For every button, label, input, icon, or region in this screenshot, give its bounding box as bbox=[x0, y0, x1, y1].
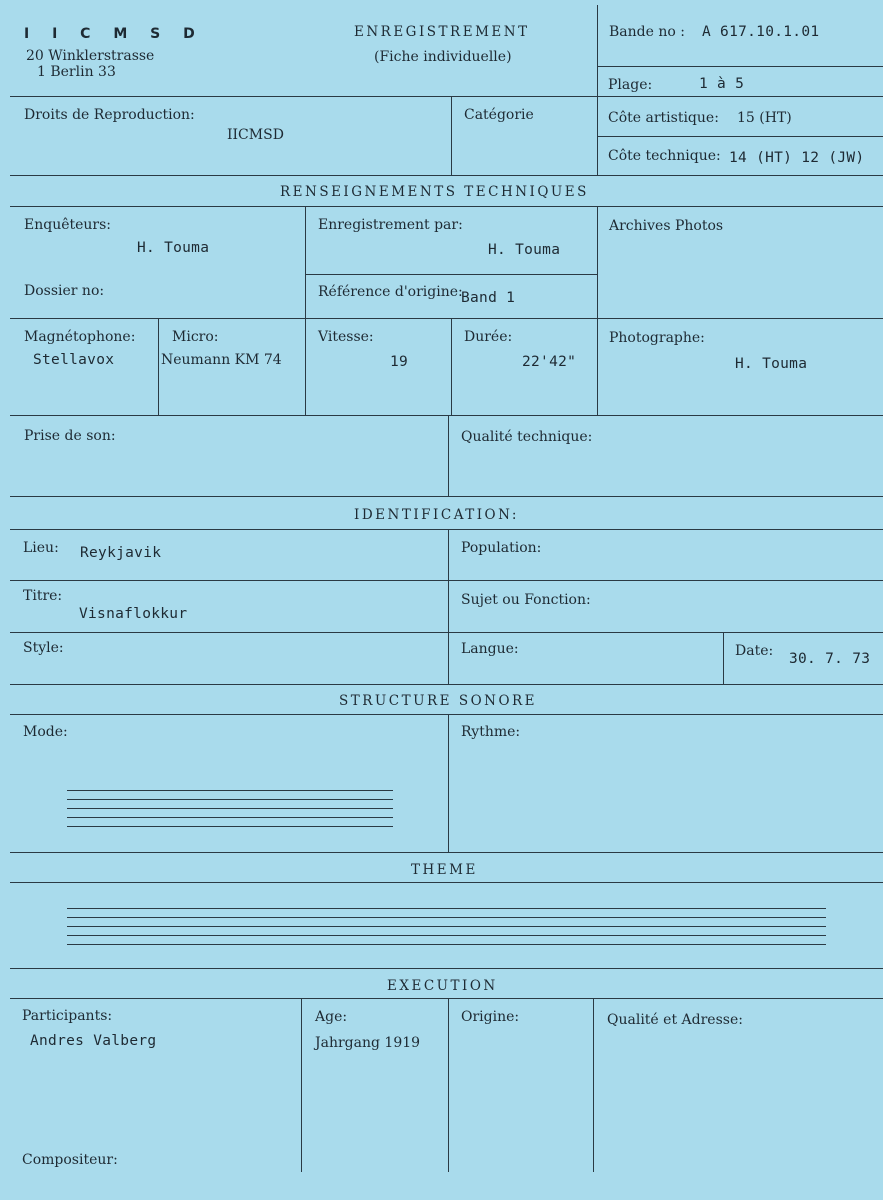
lieu-label: Lieu: bbox=[23, 540, 59, 556]
qualite-adresse-label: Qualité et Adresse: bbox=[607, 1012, 743, 1028]
rule-age-left bbox=[301, 998, 302, 1172]
participants-label: Participants: bbox=[22, 1008, 113, 1024]
execution-section-title: EXECUTION bbox=[387, 978, 498, 994]
cote-technique-label: Côte technique: bbox=[608, 148, 721, 164]
droits-value: IICMSD bbox=[227, 127, 284, 143]
rule-magnetophone-bottom bbox=[10, 415, 883, 416]
rule-enregistrement-reference bbox=[305, 274, 598, 275]
rule-micro-left bbox=[158, 318, 159, 415]
compositeur-label: Compositeur: bbox=[22, 1152, 118, 1168]
rule-theme-title-bottom bbox=[10, 882, 883, 883]
population-label: Population: bbox=[461, 540, 542, 556]
magnetophone-value: Stellavox bbox=[33, 352, 115, 368]
langue-label: Langue: bbox=[461, 641, 519, 657]
enregistrement-label: Enregistrement par: bbox=[318, 217, 463, 233]
rule-rights-bottom bbox=[10, 175, 883, 176]
bande-value: A 617.10.1.01 bbox=[702, 24, 820, 40]
mode-staff-line bbox=[67, 826, 393, 827]
rule-lieu-bottom bbox=[10, 580, 883, 581]
lieu-value: Reykjavik bbox=[80, 545, 162, 561]
rule-structure-title-bottom bbox=[10, 714, 883, 715]
rule-prise-bottom bbox=[10, 496, 883, 497]
participants-value: Andres Valberg bbox=[30, 1033, 157, 1049]
micro-value: Neumann KM 74 bbox=[161, 352, 282, 368]
archives-label: Archives Photos bbox=[609, 218, 724, 234]
reference-value: Band 1 bbox=[461, 290, 516, 306]
form-subtitle: (Fiche individuelle) bbox=[374, 49, 512, 65]
rule-enqueteurs-right bbox=[305, 206, 306, 415]
bande-label: Bande no : bbox=[609, 24, 685, 40]
plage-label: Plage: bbox=[608, 77, 653, 93]
rule-structure-bottom bbox=[10, 852, 883, 853]
cote-artistique-value: 15 (HT) bbox=[737, 110, 792, 126]
mode-staff-line bbox=[67, 808, 393, 809]
structure-section-title: STRUCTURE SONORE bbox=[339, 693, 538, 709]
rule-prise-right bbox=[448, 415, 449, 496]
reference-label: Référence d'origine: bbox=[318, 284, 463, 300]
theme-staff-line bbox=[67, 935, 826, 936]
org-logo: I I C M S D bbox=[24, 26, 204, 42]
age-value: Jahrgang 1919 bbox=[315, 1035, 421, 1051]
mode-staff-line bbox=[67, 790, 393, 791]
enqueteurs-label: Enquêteurs: bbox=[24, 217, 112, 233]
qualite-technique-label: Qualité technique: bbox=[461, 429, 593, 445]
sujet-label: Sujet ou Fonction: bbox=[461, 592, 591, 608]
theme-staff-line bbox=[67, 926, 826, 927]
titre-value: Visnaflokkur bbox=[79, 606, 188, 622]
rule-date-left bbox=[723, 632, 724, 684]
origine-label: Origine: bbox=[461, 1009, 520, 1025]
rule-titre-bottom bbox=[10, 632, 883, 633]
photographe-value: H. Touma bbox=[735, 356, 808, 372]
rule-theme-bottom bbox=[10, 968, 883, 969]
theme-staff-line bbox=[67, 908, 826, 909]
rule-style-bottom bbox=[10, 684, 883, 685]
rule-vitesse-right bbox=[451, 318, 452, 415]
droits-label: Droits de Reproduction: bbox=[24, 107, 195, 123]
rythme-label: Rythme: bbox=[461, 724, 521, 740]
theme-staff-line bbox=[67, 917, 826, 918]
rule-origine-left bbox=[448, 998, 449, 1172]
mode-label: Mode: bbox=[23, 724, 68, 740]
rule-header-bottom bbox=[10, 96, 883, 97]
address-line1: 20 Winklerstrasse bbox=[26, 48, 155, 64]
photographe-label: Photographe: bbox=[609, 330, 705, 346]
duree-label: Durée: bbox=[464, 329, 513, 345]
rule-enregistrement-right bbox=[597, 206, 598, 415]
date-value: 30. 7. 73 bbox=[789, 651, 871, 667]
dossier-label: Dossier no: bbox=[24, 283, 105, 299]
mode-staff-line bbox=[67, 799, 393, 800]
rule-qualite-left bbox=[593, 998, 594, 1172]
categorie-label: Catégorie bbox=[464, 107, 534, 123]
techniques-section-title: RENSEIGNEMENTS TECHNIQUES bbox=[280, 184, 589, 200]
theme-staff-line bbox=[67, 944, 826, 945]
duree-value: 22'42" bbox=[522, 354, 577, 370]
theme-section-title: THEME bbox=[411, 862, 478, 878]
address-line2: 1 Berlin 33 bbox=[37, 64, 116, 80]
rule-categorie-left bbox=[451, 96, 452, 175]
vitesse-label: Vitesse: bbox=[318, 329, 374, 345]
rule-execution-title-bottom bbox=[10, 998, 883, 999]
micro-label: Micro: bbox=[172, 329, 219, 345]
rule-identification-title-bottom bbox=[10, 529, 883, 530]
enregistrement-value: H. Touma bbox=[488, 242, 561, 258]
rule-bande-plage bbox=[597, 66, 883, 67]
magnetophone-label: Magnétophone: bbox=[24, 329, 136, 345]
vitesse-value: 19 bbox=[390, 354, 409, 370]
rule-structure-middle bbox=[448, 714, 449, 852]
mode-staff-line bbox=[67, 817, 393, 818]
style-label: Style: bbox=[23, 640, 64, 656]
rule-dossier-bottom bbox=[10, 318, 883, 319]
rule-cote-split bbox=[597, 136, 883, 137]
form-title: ENREGISTREMENT bbox=[354, 24, 530, 40]
enqueteurs-value: H. Touma bbox=[137, 240, 210, 256]
cote-artistique-label: Côte artistique: bbox=[608, 110, 719, 126]
cote-technique-value: 14 (HT) 12 (JW) bbox=[729, 150, 865, 166]
rule-techniques-title-bottom bbox=[10, 206, 883, 207]
age-label: Age: bbox=[315, 1009, 348, 1025]
date-label: Date: bbox=[735, 643, 774, 659]
identification-section-title: IDENTIFICATION: bbox=[354, 507, 519, 523]
rule-identification-middle bbox=[448, 529, 449, 684]
titre-label: Titre: bbox=[23, 588, 63, 604]
prise-de-son-label: Prise de son: bbox=[24, 428, 116, 444]
plage-value: 1 à 5 bbox=[699, 76, 745, 92]
rule-header-right bbox=[597, 5, 598, 175]
